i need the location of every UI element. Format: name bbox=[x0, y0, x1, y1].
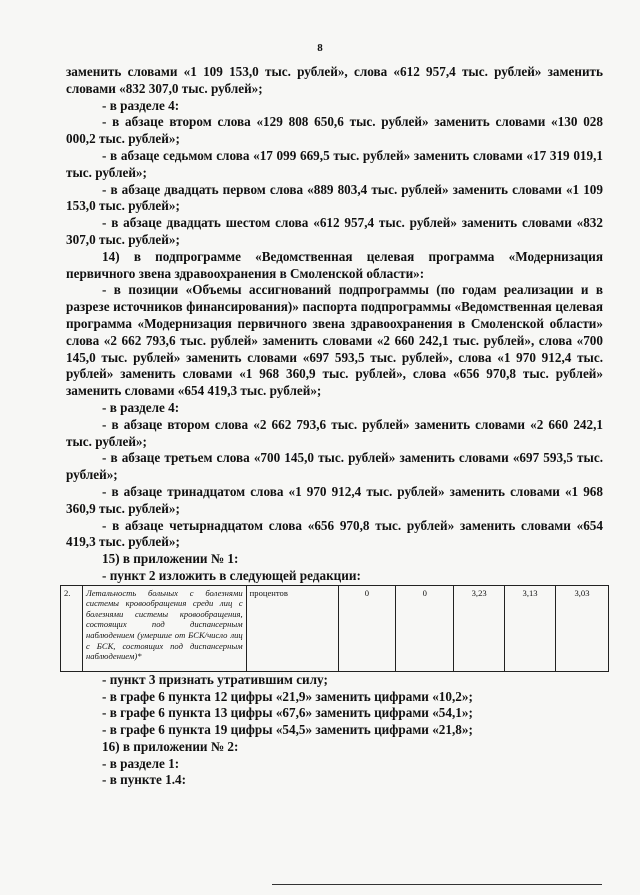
paragraph: - в абзаце двадцать шестом слова «612 957,4 тыс. рублей» заменить словами «832 307,0 тыс. рублей»; bbox=[66, 215, 603, 247]
paragraph: 15) в приложении № 1: bbox=[102, 551, 239, 567]
paragraph: - в разделе 4: bbox=[102, 399, 180, 415]
paragraph: заменить словами «1 109 153,0 тыс. рублей», слова «612 957,4 тыс. рублей» заменить словами «832 307,0 тыс. рублей»; bbox=[66, 64, 603, 96]
paragraph: - пункт 2 изложить в следующей редакции: bbox=[102, 567, 361, 583]
row-number: 2. bbox=[61, 585, 83, 671]
document-body bbox=[66, 64, 603, 789]
paragraph: - в пункте 1.4: bbox=[102, 772, 186, 788]
value-cell: 0 bbox=[396, 585, 454, 671]
value-cell: 3,23 bbox=[454, 585, 505, 671]
paragraph: - в абзаце втором слова «2 662 793,6 тыс. рублей» заменить словами «2 660 242,1 тыс. рублей»; bbox=[66, 416, 603, 449]
paragraph: - в абзаце двадцать первом слова «889 803,4 тыс. рублей» заменить словами «1 109 153,0 тыс. рублей»; bbox=[66, 181, 603, 214]
amendments-top bbox=[66, 64, 603, 585]
indicator-description: Летальность больных с болезнями системы кровообращения среди лиц с болезнями системы кровообращения, состоящих под диспансерным наблюдением (умершие от БСК/число лиц с БСК, состоящих под диспансерным наблюдением)* bbox=[82, 585, 246, 671]
page-number: 8 bbox=[317, 42, 323, 54]
paragraph: - в абзаце четырнадцатом слова «656 970,8 тыс. рублей» заменить словами «654 419,3 тыс. рублей»; bbox=[66, 517, 603, 550]
paragraph: - в абзаце тринадцатом слова «1 970 912,4 тыс. рублей» заменить словами «1 968 360,9 тыс. рублей»; bbox=[66, 483, 603, 516]
paragraph: - в позиции «Объемы ассигнований подпрограммы (по годам реализации и в разрезе источников финансирования)» паспорта подпрограммы «Ведомственная целевая программа «Модернизация первичного звена здравоохранения в Смоленской области» слова «2 662 793,6 тыс. рублей» заменить словами «2 660 242,1 тыс. рублей», слова «700 145,0 тыс. рублей» заменить словами «697 593,5 тыс. рублей», слова «1 970 912,4 тыс. рублей» заменить словами «1 968 360,9 тыс. рублей», слова «656 970,8 тыс. рублей» заменить словами «654 419,3 тыс. рублей»; bbox=[66, 282, 603, 399]
table-row bbox=[61, 585, 609, 671]
paragraph: - пункт 3 признать утратившим силу; bbox=[102, 671, 328, 687]
footer-rule bbox=[272, 884, 602, 885]
value-cell: 0 bbox=[338, 585, 396, 671]
paragraph: - в абзаце третьем слова «700 145,0 тыс. рублей» заменить словами «697 593,5 тыс. рублей»; bbox=[66, 450, 603, 483]
paragraph: - в графе 6 пункта 13 цифры «67,6» заменить цифрами «54,1»; bbox=[102, 705, 473, 721]
paragraph: 16) в приложении № 2: bbox=[102, 738, 239, 754]
paragraph: - в разделе 4: bbox=[102, 97, 180, 113]
paragraph: - в графе 6 пункта 12 цифры «21,9» заменить цифрами «10,2»; bbox=[102, 688, 473, 704]
paragraph: - в графе 6 пункта 19 цифры «54,5» заменить цифрами «21,8»; bbox=[102, 722, 473, 738]
paragraph: - в абзаце седьмом слова «17 099 669,5 тыс. рублей» заменить словами «17 319 019,1 тыс. рублей»; bbox=[66, 147, 603, 180]
amendments-bottom bbox=[66, 672, 603, 790]
paragraph: - в абзаце втором слова «129 808 650,6 тыс. рублей» заменить словами «130 028 000,2 тыс. рублей»; bbox=[66, 114, 603, 147]
paragraph: 14) в подпрограмме «Ведомственная целевая программа «Модернизация первичного звена здравоохранения в Смоленской области»: bbox=[66, 248, 603, 281]
indicator-table bbox=[60, 585, 609, 672]
value-cell: 3,13 bbox=[505, 585, 556, 671]
paragraph: - в разделе 1: bbox=[102, 755, 180, 771]
value-cell: 3,03 bbox=[556, 585, 609, 671]
unit-cell: процентов bbox=[246, 585, 338, 671]
